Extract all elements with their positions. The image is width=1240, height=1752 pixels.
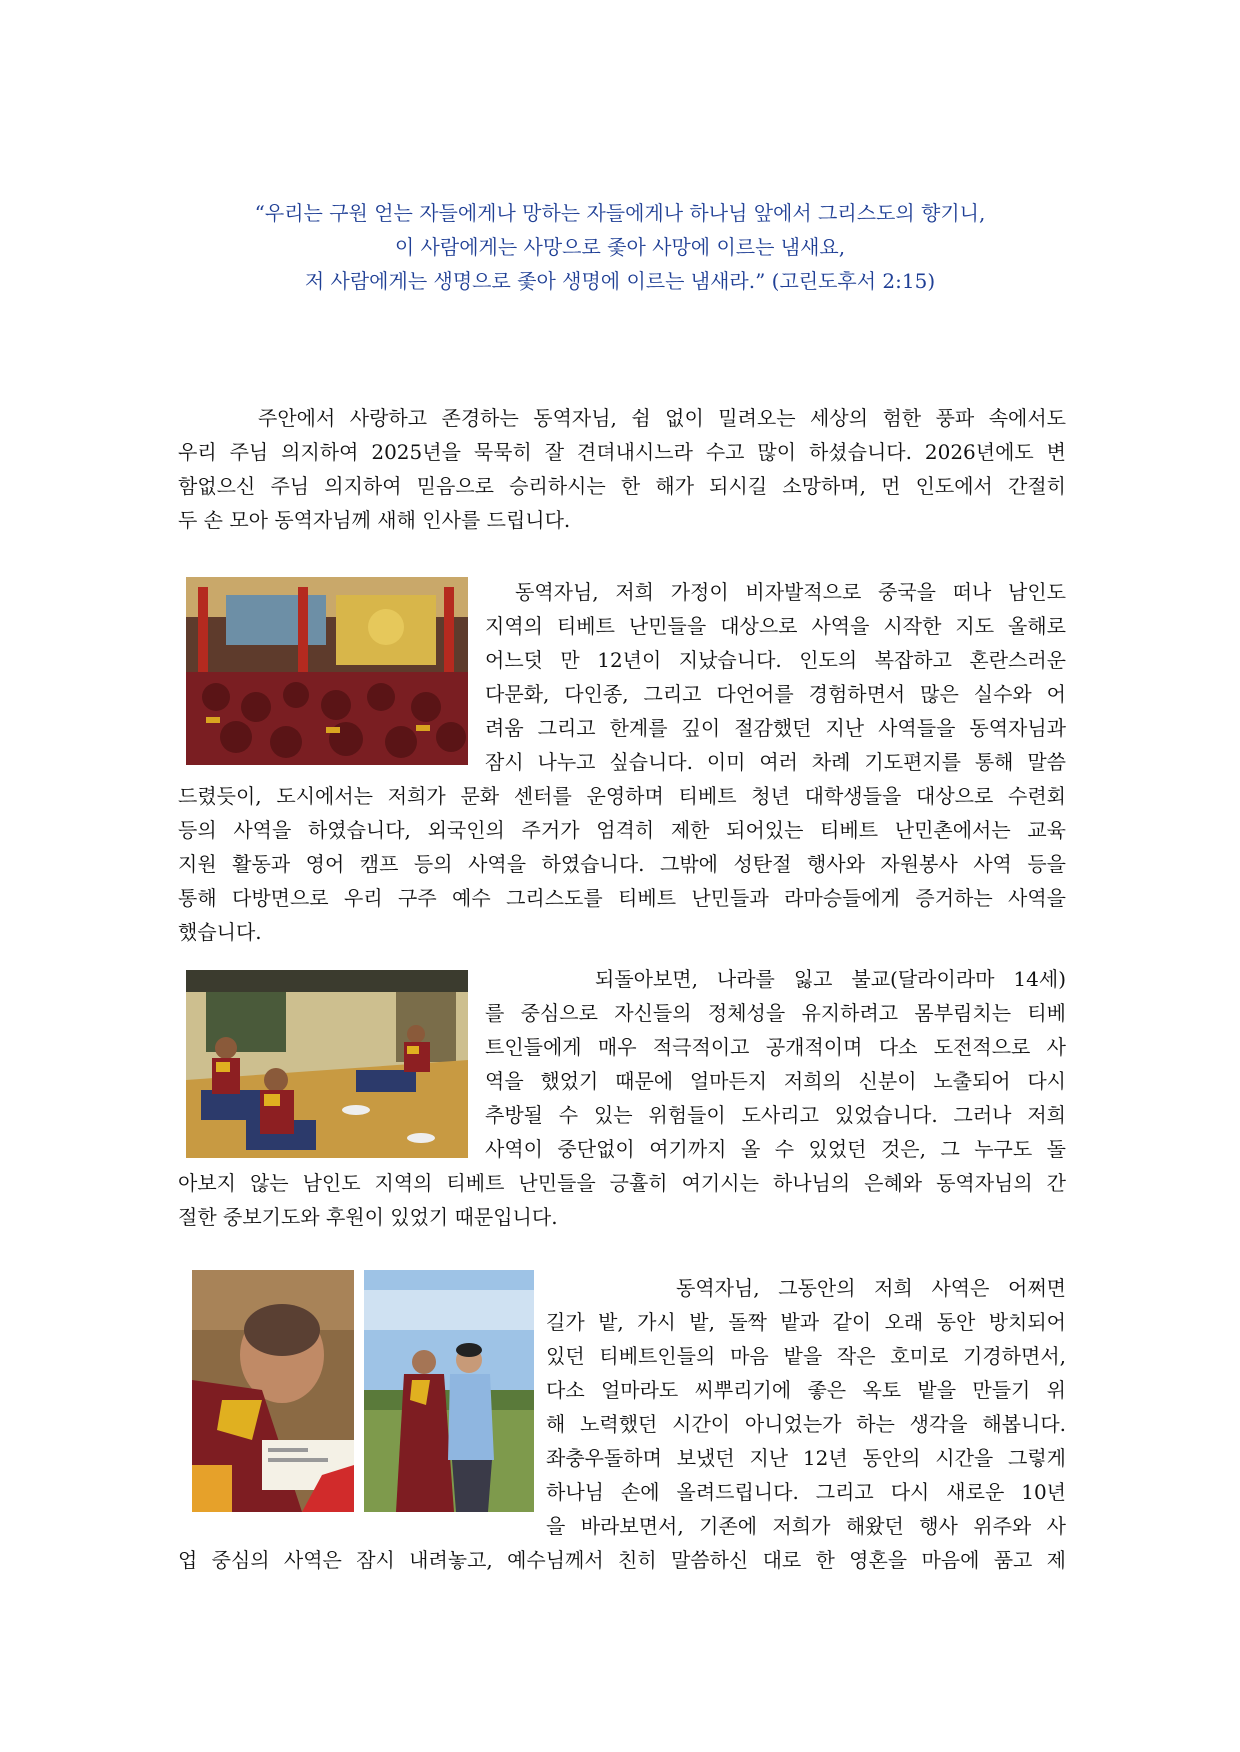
- monk-reading-photo: [192, 1270, 354, 1512]
- reflection-paragraph-cont: [178, 1166, 1066, 1234]
- text-line: 추방될 수 있는 위험들이 도사리고 있었습니다. 그러나 저희: [485, 1103, 1066, 1127]
- text-line: 드렸듯이, 도시에서는 저희가 문화 센터를 운영하며 티베트 청년 대학생들을 대상으로 수련회: [178, 784, 1066, 808]
- text-line: 잠시 나누고 싶습니다. 이미 여러 차례 기도편지를 통해 말씀: [485, 750, 1066, 774]
- text-line: 지역의 티베트 난민들을 대상으로 사역을 시작한 지도 올해로: [485, 614, 1066, 638]
- text-line: 있던 티베트인들의 마음 밭을 작은 호미로 기경하면서,: [546, 1344, 1066, 1368]
- young-monks-studying-photo: [186, 970, 468, 1158]
- verse-line: “우리는 구원 얻는 자들에게나 망하는 자들에게나 하나님 앞에서 그리스도의 향기니,: [254, 201, 986, 225]
- text-line: 통해 다방면으로 우리 구주 예수 그리스도를 티베트 난민들과 라마승들에게 증거하는 사역을: [178, 886, 1066, 910]
- text-line: 어느덧 만 12년이 지났습니다. 인도의 복잡하고 혼란스러운: [485, 648, 1066, 672]
- text-line: 함없으신 주님 의지하여 믿음으로 승리하시는 한 해가 되시길 소망하며, 먼 인도에서 간절히: [178, 474, 1066, 498]
- text-line: 했습니다.: [178, 920, 262, 944]
- text-line: 해 노력했던 시간이 아니었는가 하는 생각을 해봅니다.: [546, 1412, 1066, 1436]
- reflection-paragraph: [485, 962, 1066, 1166]
- text-line: 사역이 중단없이 여기까지 올 수 있었던 것은, 그 누구도 돌: [485, 1137, 1066, 1161]
- text-line: 지원 활동과 영어 캠프 등의 사역을 하였습니다. 그밖에 성탄절 행사와 자원봉사 사역 등을: [178, 852, 1066, 876]
- text-line: 절한 중보기도와 후원이 있었기 때문입니다.: [178, 1205, 558, 1229]
- text-line: 되돌아보면, 나라를 잃고 불교(달라이라마 14세): [595, 967, 1066, 991]
- monks-assembly-photo: [186, 577, 468, 765]
- text-line: 역을 했었기 때문에 얼마든지 저희의 신분이 노출되어 다시: [485, 1069, 1066, 1093]
- text-line: 을 바라보면서, 기존에 저희가 해왔던 행사 위주와 사: [546, 1514, 1066, 1538]
- verse-line: 이 사람에게는 사망으로 좇아 사망에 이르는 냄새요,: [394, 235, 846, 259]
- missionary-with-monk-photo: [364, 1270, 534, 1512]
- text-line: 아보지 않는 남인도 지역의 티베트 난민들을 긍휼히 여기시는 하나님의 은혜와 동역자님의 간: [178, 1171, 1066, 1195]
- text-line: 동역자님, 그동안의 저희 사역은 어쩌면: [676, 1276, 1066, 1300]
- greeting-paragraph: [178, 401, 1066, 537]
- text-line: 를 중심으로 자신들의 정체성을 유지하려고 몸부림치는 티베: [485, 1001, 1066, 1025]
- vision-paragraph-cont: [178, 1543, 1066, 1577]
- text-line: 우리 주님 의지하여 2025년을 묵묵히 잘 견뎌내시느라 수고 많이 하셨습니다. 2026년에도 변: [178, 440, 1066, 464]
- verse-line: 저 사람에게는 생명으로 좇아 생명에 이르는 냄새라.” (고린도후서 2:15): [304, 269, 936, 293]
- ministry-history-paragraph: [485, 575, 1066, 779]
- text-line: 트인들에게 매우 적극적이고 공개적이며 다소 도전적으로 사: [485, 1035, 1066, 1059]
- text-line: 좌충우돌하며 보냈던 지난 12년 동안의 시간을 그렇게: [546, 1446, 1066, 1470]
- text-line: 업 중심의 사역은 잠시 내려놓고, 예수님께서 친히 말씀하신 대로 한 영혼을 마음에 품고 제: [178, 1548, 1066, 1572]
- ministry-history-paragraph-cont: [178, 779, 1066, 949]
- bible-verse: [150, 196, 1090, 298]
- text-line: 동역자님, 저희 가정이 비자발적으로 중국을 떠나 남인도: [515, 580, 1066, 604]
- text-line: 주안에서 사랑하고 존경하는 동역자님, 쉼 없이 밀려오는 세상의 험한 풍파 속에서도: [258, 406, 1066, 430]
- text-line: 길가 밭, 가시 밭, 돌짝 밭과 같이 오래 동안 방치되어: [546, 1310, 1066, 1334]
- text-line: 려움 그리고 한계를 깊이 절감했던 지난 사역들을 동역자님과: [485, 716, 1066, 740]
- vision-paragraph: [546, 1271, 1066, 1543]
- text-line: 하나님 손에 올려드립니다. 그리고 다시 새로운 10년: [546, 1480, 1066, 1504]
- text-line: 등의 사역을 하였습니다, 외국인의 주거가 엄격히 제한 되어있는 티베트 난민촌에서는 교육: [178, 818, 1066, 842]
- text-line: 다문화, 다인종, 그리고 다언어를 경험하면서 많은 실수와 어: [485, 682, 1066, 706]
- text-line: 두 손 모아 동역자님께 새해 인사를 드립니다.: [178, 508, 571, 532]
- text-line: 다소 얼마라도 씨뿌리기에 좋은 옥토 밭을 만들기 위: [546, 1378, 1066, 1402]
